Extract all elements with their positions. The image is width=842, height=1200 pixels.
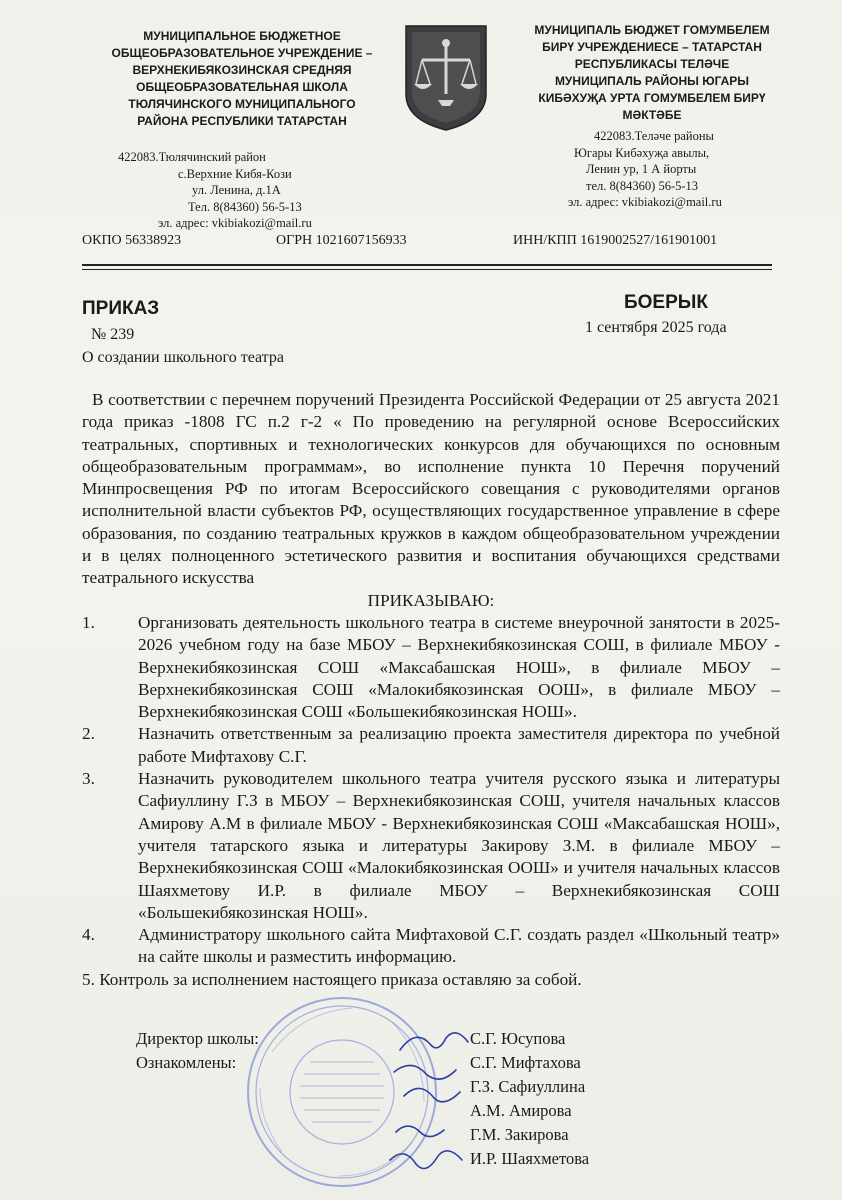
header-line: МӘКТӘБЕ (622, 108, 682, 122)
signature-name: С.Г. Мифтахова (470, 1053, 581, 1072)
header-line: ОБЩЕОБРАЗОВАТЕЛЬНОЕ УЧРЕЖДЕНИЕ – (111, 46, 373, 60)
signature-name: И.Р. Шаяхметова (470, 1149, 590, 1168)
decree-heading: ПРИКАЗЫВАЮ: (367, 590, 495, 610)
email-line: эл. адрес: vkibiakozi@mail.ru (568, 195, 722, 209)
coat-of-arms-emblem (404, 24, 488, 132)
item-text: Организовать деятельность школьного театра в системе внеурочной занятости в 2025-2026 учебном году на базе МБОУ – Верхнекибякозинская СОШ, в филиале МБОУ - Верхнекибякозинская СОШ «Максабашская НОШ», в филиале МБОУ – Верхнекибякозинская СОШ «Малокибякозинская ООШ», в филиале МБОУ – Верхнекибякозинская СОШ «Большекибякозинская НОШ». (138, 612, 780, 722)
inn-code: ИНН/КПП 1619002527/161901001 (513, 233, 718, 248)
order-title-tt: БОЕРЫК (624, 292, 708, 313)
header-line: МУНИЦИПАЛЬ БЮДЖЕТ ГОМУМБЕЛЕМ (534, 23, 770, 37)
item-text: Назначить руководителем школьного театра учителя русского языка и литературы Сафиуллину Г.З в МБОУ – Верхнекибякозинская СОШ, учителя начальных классов Амирову А.М в филиале МБОУ - Верхнекибякозинская СОШ «Максабашская НОШ», учителя татарского языка и литературы Закирову З.М. в филиале МБОУ – Верхнекибякозинская СОШ «Малокибякозинская ООШ» и учителя начальных классов Шаяхметову И.Р. в филиале МБОУ – Верхнекибякозинская СОШ «Большекибякозинская НОШ». (138, 769, 780, 922)
header-line: ВЕРХНЕКИБЯКОЗИНСКАЯ СРЕДНЯЯ (132, 63, 352, 77)
signature-name: А.М. Амирова (470, 1101, 572, 1120)
preamble-paragraph: В соответствии с перечнем поручений Президента Российской Федерации от 25 августа 2021 года приказ -1808 ГС п.2 г-2 « По проведению на регулярной основе Всероссийских театральных, спортивных и технологических конкурсов для обучающихся по основным общеобразовательным программам», во исполнение пункта 10 Перечня поручений Минпросвещения РФ по итогам Всероссийского совещания с руководителями органов исполнительной власти субъектов РФ, осуществляющих государственное управление в сфере образования, по созданию театральных кружков в каждом общеобразовательном учреждении и в целях полноценного эстетического развития и воспитания обучающихся средствами театрального искусства (82, 390, 780, 588)
order-date: 1 сентября 2025 года (585, 319, 727, 336)
address-line: с.Верхние Кибя-Кози (178, 166, 292, 181)
order-item-5: 5. Контроль за исполнением настоящего приказа оставляю за собой. (82, 969, 582, 989)
header-line: РАЙОНА РЕСПУБЛИКИ ТАТАРСТАН (137, 114, 347, 128)
item-text: Назначить ответственным за реализацию проекта заместителя директора по учебной работе Мифтахову С.Г. (138, 724, 780, 766)
address-line: 422083.Теләче районы (594, 129, 714, 143)
header-line: РЕСПУБЛИКАСЫ ТЕЛӘЧЕ (574, 57, 730, 71)
order-subject: О создании школьного театра (82, 349, 284, 366)
item-number: 2. (82, 724, 95, 744)
item-number: 4. (82, 925, 95, 945)
header-line: ТЮЛЯЧИНСКОГО МУНИЦИПАЛЬНОГО (128, 97, 356, 111)
director-label: Директор школы: (136, 1029, 259, 1048)
header-line: ОБЩЕОБРАЗОВАТЕЛЬНАЯ ШКОЛА (136, 80, 348, 94)
header-divider-thin (82, 269, 772, 270)
signature-name: Г.З. Сафиуллина (470, 1077, 586, 1096)
acquainted-label: Ознакомлены: (136, 1053, 237, 1072)
order-title-ru: ПРИКАЗ (82, 298, 160, 319)
address-line: Югары Кибәхуҗа авылы, (574, 145, 710, 160)
order-item (82, 612, 780, 723)
header-line: МУНИЦИПАЛЬ РАЙОНЫ ЮГАРЫ (554, 74, 750, 88)
ogrn-code: ОГРН 1021607156933 (276, 233, 407, 248)
header-left-title (92, 28, 392, 130)
order-item (82, 723, 780, 768)
address-line: Ленин ур, 1 А йорты (586, 162, 697, 176)
okpo-code: ОКПО 56338923 (82, 233, 182, 248)
signature-name: С.Г. Юсупова (470, 1029, 566, 1048)
address-left (118, 149, 312, 232)
address-line: 422083.Тюлячинский район (118, 150, 266, 164)
address-line: тел. 8(84360) 56-5-13 (586, 178, 699, 193)
header-right-title (502, 22, 802, 124)
order-item (82, 768, 780, 924)
signature-name: Г.М. Закирова (470, 1125, 569, 1144)
header-line: БИРҮ УЧРЕЖДЕНИЕСЕ – ТАТАРСТАН (542, 40, 762, 54)
order-body (82, 389, 780, 991)
address-right (568, 128, 722, 211)
item-number: 1. (82, 612, 95, 632)
item-number: 3. (82, 769, 95, 789)
order-number: № 239 (91, 326, 135, 343)
order-item (82, 924, 780, 969)
email-line: эл. адрес: vkibiakozi@mail.ru (158, 216, 312, 230)
header-line: МУНИЦИПАЛЬНОЕ БЮДЖЕТНОЕ (143, 29, 341, 43)
address-line: Тел. 8(84360) 56-5-13 (188, 199, 302, 214)
item-text: Администратору школьного сайта Мифтаховой С.Г. создать раздел «Школьный театр» на сайте школы и разместить информацию. (138, 925, 780, 967)
address-line: ул. Ленина, д.1А (192, 183, 281, 197)
header-line: КИБӘХУҖА УРТА ГОМУМБЕЛЕМ БИРҮ (538, 91, 766, 105)
header-divider (82, 264, 772, 266)
